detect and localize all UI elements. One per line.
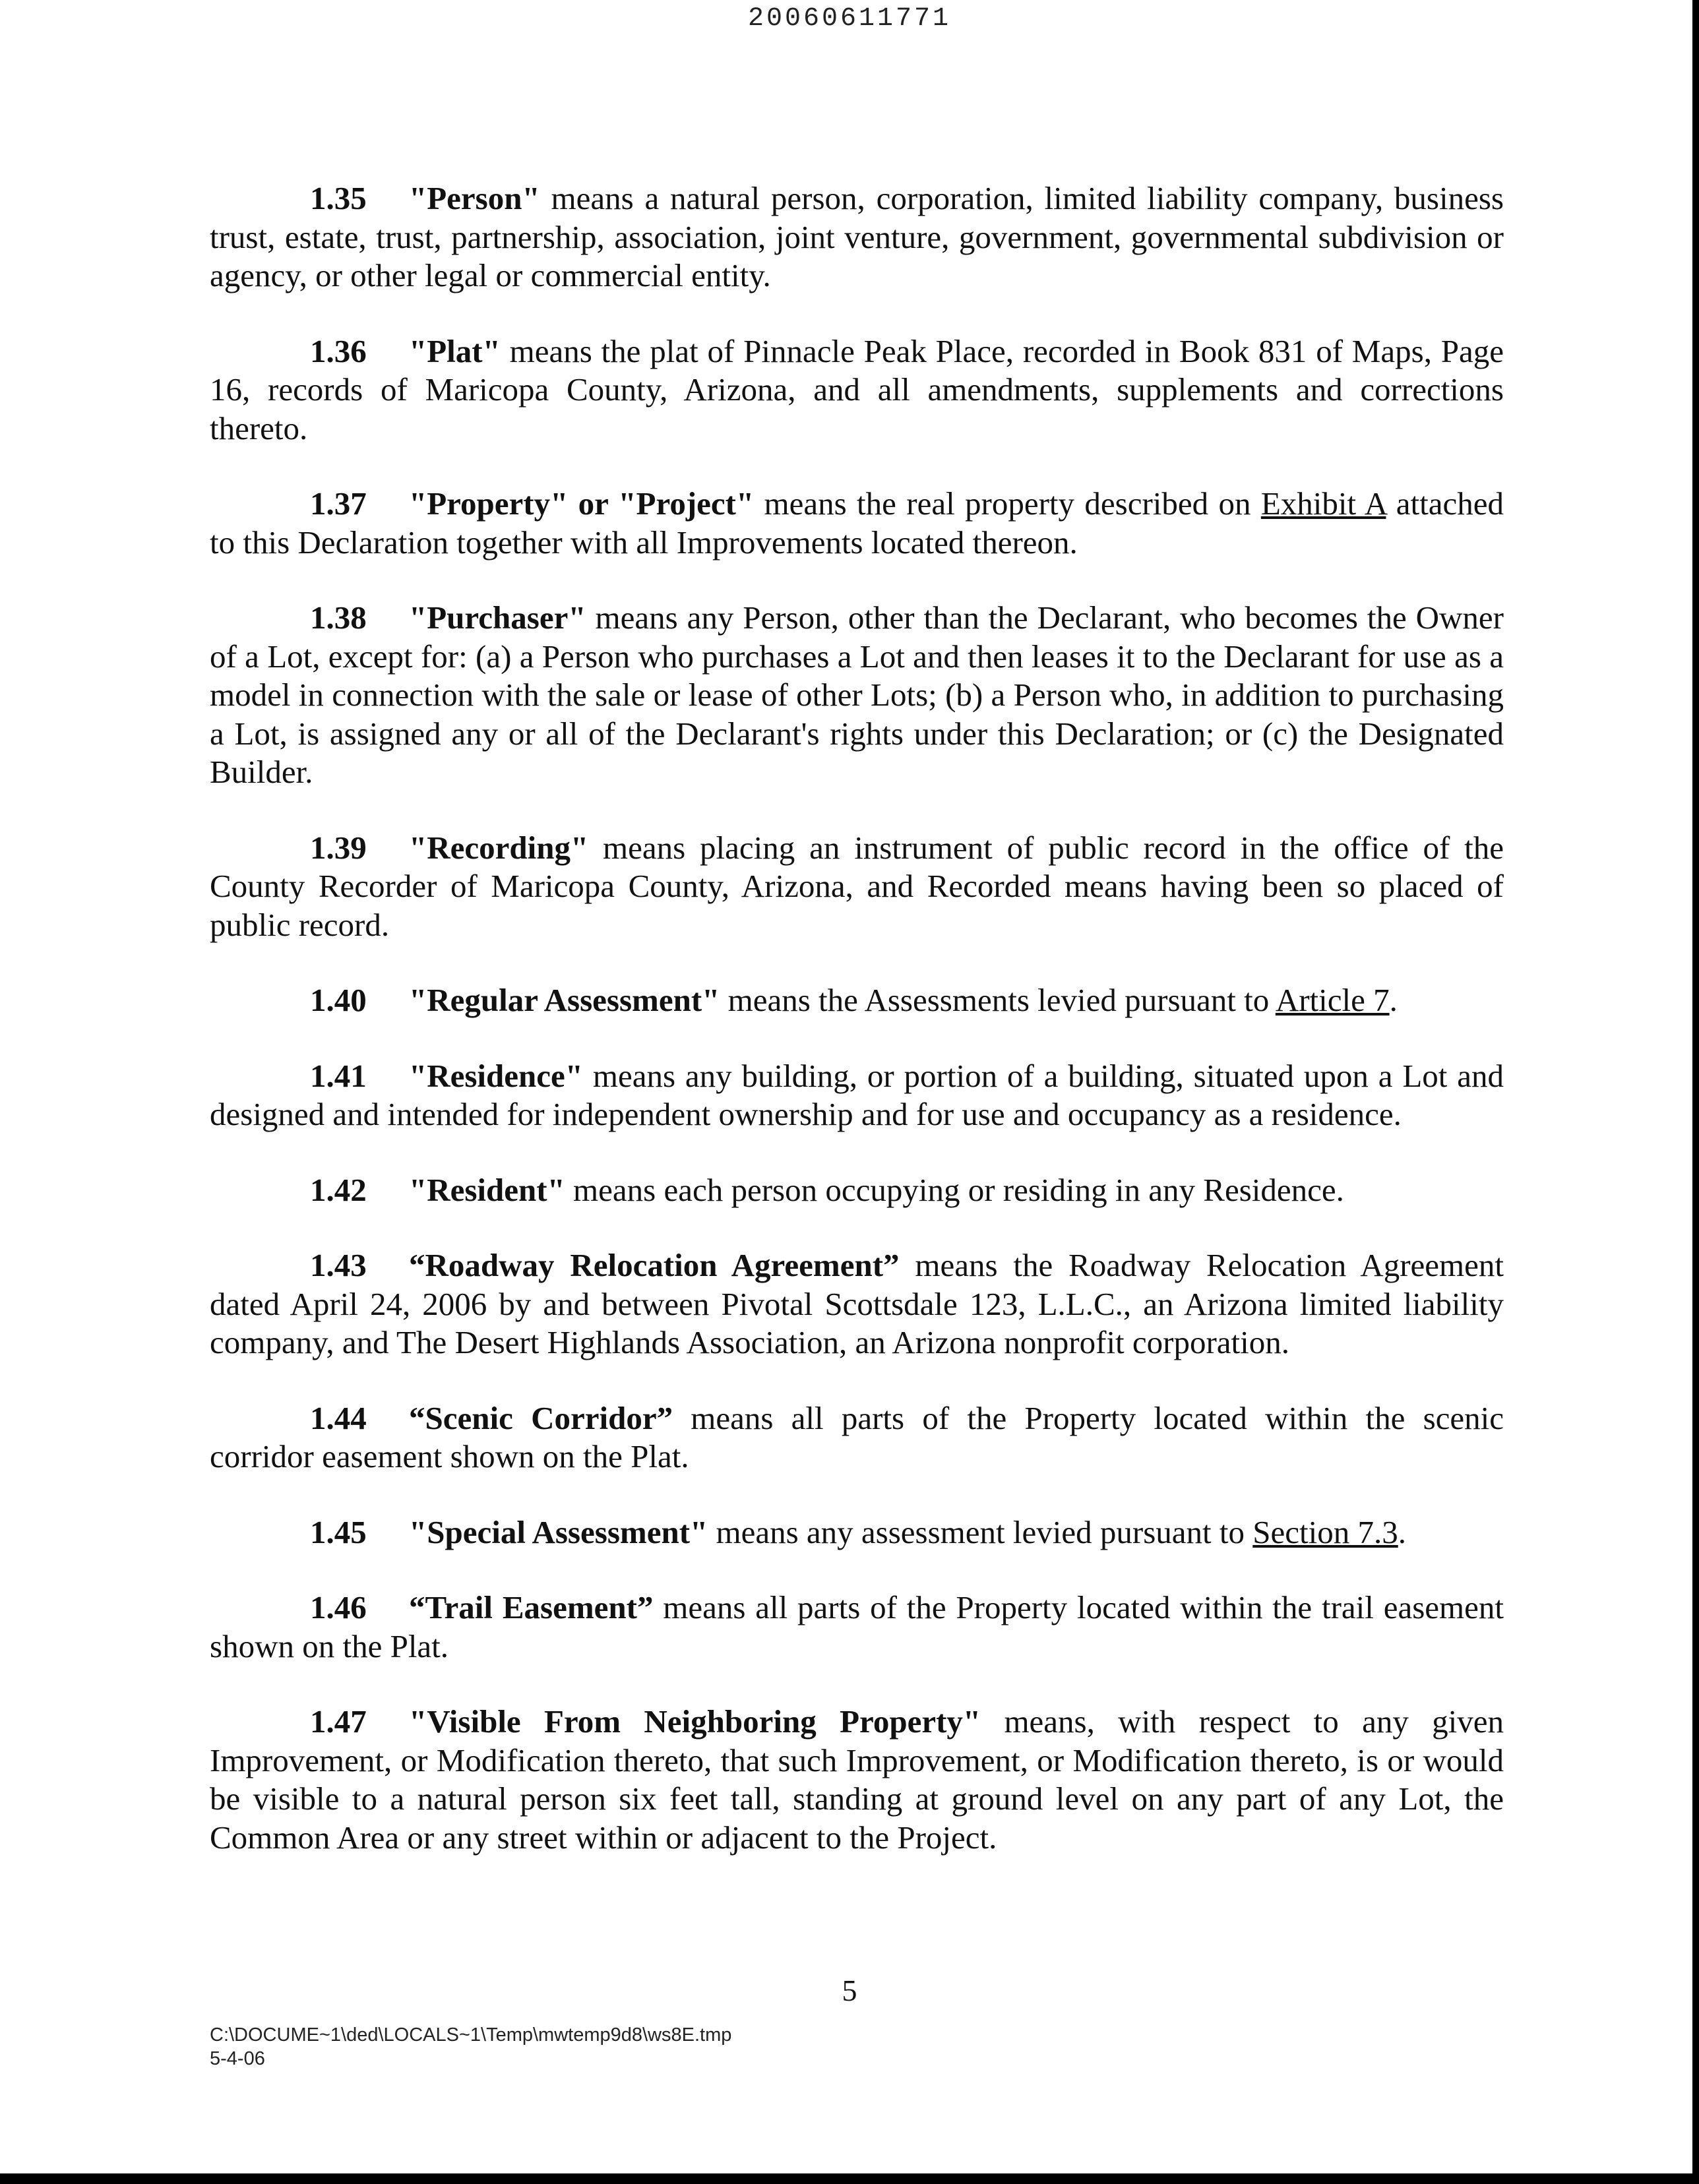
definition-text: means the Roadway Relocation Agreement dated April 24, 2006 by and between Pivotal Scottsdale 123, L.L.C., an Arizona limited liability company, and The Desert Highlands Association, an Arizona nonprofit corporation. — [210, 1247, 1504, 1360]
definition-term: "Recording" — [409, 829, 589, 866]
scan-edge-right — [1692, 0, 1699, 2184]
recording-number: 20060611771 — [747, 4, 952, 34]
definition-text: means, with respect to any given Improvement, or Modification thereto, that such Improvement, or Modification thereto, is or would be visible to a natural person six feet tall, standing at ground level on any part of any Lot, the Common Area or any street within or adjacent to the Project. — [210, 1703, 1504, 1856]
definition-number: 1.43 — [310, 1247, 367, 1283]
definition-number: 1.39 — [310, 829, 367, 866]
definition-text: means any Person, other than the Declarant, who becomes the Owner of a Lot, except for: (a) a Person who purchases a Lot and then leases it to the Declarant for use as a model in connection with the sale or lease of other Lots; (b) a Person who, in addition to purchasing a Lot, is assigned any or all of the Declarant's rights under this Declaration; or (c) the Designated Builder. — [210, 599, 1504, 790]
definition-text: means the real property described on — [754, 485, 1261, 522]
definition-text: means each person occupying or residing in any Residence. — [565, 1171, 1344, 1208]
definition-term: “Scenic Corridor” — [409, 1399, 673, 1436]
definition-1-44 — [210, 1399, 1504, 1476]
definition-number: 1.45 — [310, 1513, 367, 1550]
definition-term: "Property" or "Project" — [409, 485, 755, 522]
definition-1-43 — [210, 1246, 1504, 1362]
definition-text-after: . — [1389, 982, 1398, 1018]
footer — [210, 2023, 731, 2071]
article-reference: Article 7 — [1275, 982, 1390, 1018]
definition-number: 1.35 — [310, 180, 367, 216]
definition-text: means all parts of the Property located within the trail easement shown on the Plat. — [210, 1589, 1504, 1664]
definition-number: 1.40 — [310, 982, 367, 1018]
definition-1-42 — [210, 1171, 1504, 1210]
section-reference: Section 7.3 — [1252, 1513, 1398, 1550]
exhibit-reference: Exhibit A — [1260, 485, 1386, 522]
definition-term: "Resident" — [409, 1171, 565, 1208]
definition-1-39 — [210, 829, 1504, 945]
definition-1-38 — [210, 599, 1504, 792]
definition-number: 1.44 — [310, 1399, 367, 1436]
definition-term: "Special Assessment" — [409, 1513, 708, 1550]
definition-term: “Trail Easement” — [409, 1589, 654, 1625]
definition-number: 1.46 — [310, 1589, 367, 1625]
definition-text: means placing an instrument of public record in the office of the County Recorder of Maricopa County, Arizona, and Recorded means having been so placed of public record. — [210, 829, 1504, 943]
definition-1-41 — [210, 1057, 1504, 1134]
definition-1-47 — [210, 1703, 1504, 1857]
definition-text: means any assessment levied pursuant to — [708, 1513, 1253, 1550]
definition-1-37 — [210, 485, 1504, 562]
footer-file-path: C:\DOCUME~1\ded\LOCALS~1\Temp\mwtemp9d8\ws8E.tmp — [210, 2024, 732, 2046]
definition-text: means all parts of the Property located within the scenic corridor easement shown on the Plat. — [210, 1399, 1504, 1474]
scan-edge-bottom — [0, 2173, 1699, 2184]
definition-term: "Purchaser" — [409, 599, 586, 636]
definition-term: "Residence" — [409, 1057, 583, 1094]
definition-text-after: . — [1398, 1513, 1406, 1550]
definition-text: means a natural person, corporation, limited liability company, business trust, estate, trust, partnership, association, joint venture, government, governmental subdivision or agency, or other legal or commercial entity. — [210, 180, 1504, 293]
definition-term: "Plat" — [409, 332, 501, 369]
definition-1-45 — [210, 1513, 1504, 1552]
definition-number: 1.36 — [310, 332, 367, 369]
definition-number: 1.38 — [310, 599, 367, 636]
definition-text-after: attached to this Declaration together with all Improvements located thereon. — [210, 485, 1504, 561]
definition-number: 1.37 — [310, 485, 367, 522]
definition-1-40 — [210, 981, 1504, 1020]
definition-number: 1.47 — [310, 1703, 367, 1740]
definition-1-36 — [210, 332, 1504, 448]
definitions-section — [210, 179, 1504, 1894]
definition-text: means any building, or portion of a building, situated upon a Lot and designed and intended for independent ownership and for use and occupancy as a residence. — [210, 1057, 1504, 1132]
definition-text: means the plat of Pinnacle Peak Place, recorded in Book 831 of Maps, Page 16, records of Maricopa County, Arizona, and all amendments, supplements and corrections thereto. — [210, 332, 1504, 446]
definition-term: “Roadway Relocation Agreement” — [409, 1247, 900, 1283]
page-number: 5 — [842, 1974, 857, 2007]
definition-1-35 — [210, 179, 1504, 295]
definition-text: means the Assessments levied pursuant to — [720, 982, 1276, 1018]
definition-term: "Regular Assessment" — [409, 982, 720, 1018]
definition-number: 1.42 — [310, 1171, 367, 1208]
footer-date: 5-4-06 — [210, 2048, 265, 2069]
definition-term: "Visible From Neighboring Property" — [409, 1703, 981, 1740]
definition-1-46 — [210, 1589, 1504, 1666]
definition-term: "Person" — [409, 180, 540, 216]
definition-number: 1.41 — [310, 1057, 367, 1094]
